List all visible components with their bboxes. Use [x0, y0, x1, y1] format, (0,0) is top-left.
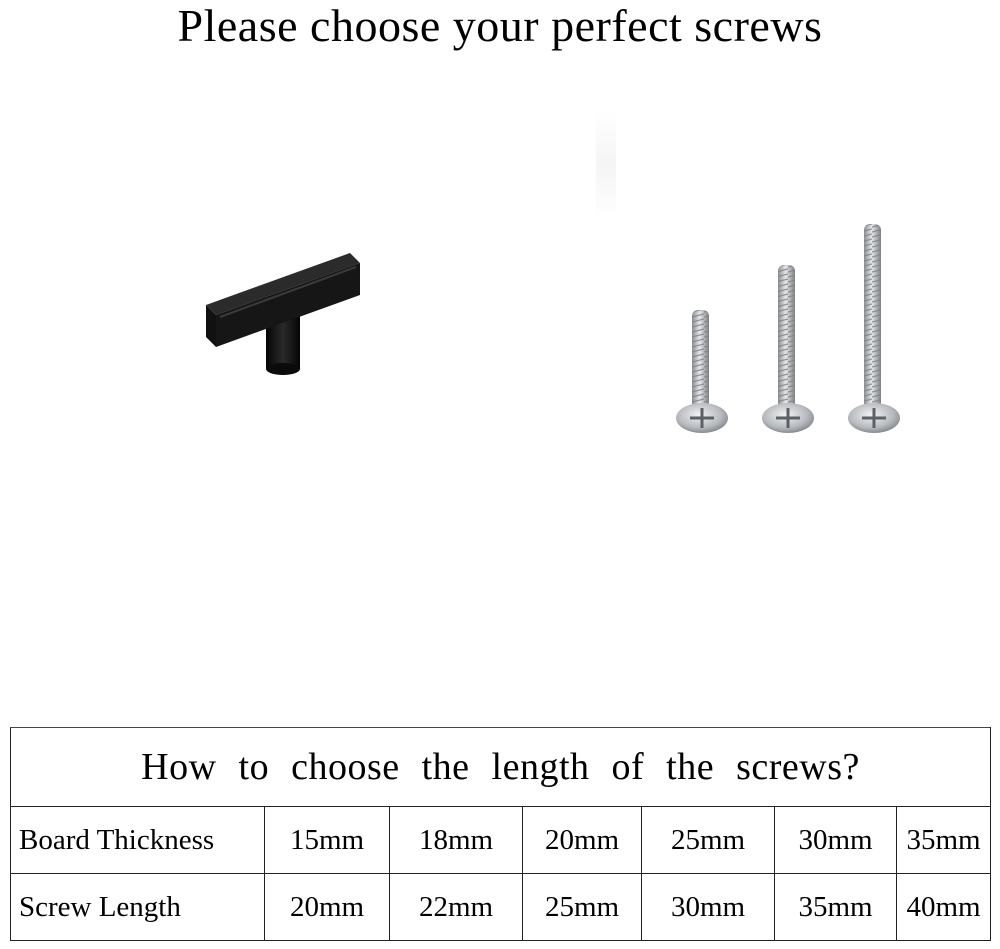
- table-cell: 30mm: [775, 807, 897, 874]
- table-cell: 18mm: [390, 807, 523, 874]
- table-cell: 15mm: [265, 807, 390, 874]
- row-label-board-thickness: Board Thickness: [11, 807, 265, 874]
- table-cell: 20mm: [265, 874, 390, 941]
- table-cell: 35mm: [775, 874, 897, 941]
- black-t-bar-knob-icon: [200, 245, 370, 385]
- table-heading: How to choose the length of the screws?: [11, 728, 991, 807]
- table-cell: 22mm: [390, 874, 523, 941]
- three-phillips-screws-icon: [668, 218, 918, 440]
- table-row-board-thickness: [11, 807, 991, 874]
- short-screw: [676, 310, 728, 433]
- table-cell: 25mm: [523, 874, 642, 941]
- medium-screw: [762, 265, 814, 433]
- background-smudge: [596, 110, 616, 220]
- table-cell: 40mm: [897, 874, 991, 941]
- table-cell: 30mm: [642, 874, 775, 941]
- page-title: Please choose your perfect screws: [177, 0, 823, 51]
- table-cell: 20mm: [523, 807, 642, 874]
- row-label-screw-length: Screw Length: [11, 874, 265, 941]
- table-cell: 25mm: [642, 807, 775, 874]
- screw-length-guide-table: [10, 727, 991, 941]
- table-cell: 35mm: [897, 807, 991, 874]
- table-row-screw-length: [11, 874, 991, 941]
- long-screw: [848, 224, 900, 433]
